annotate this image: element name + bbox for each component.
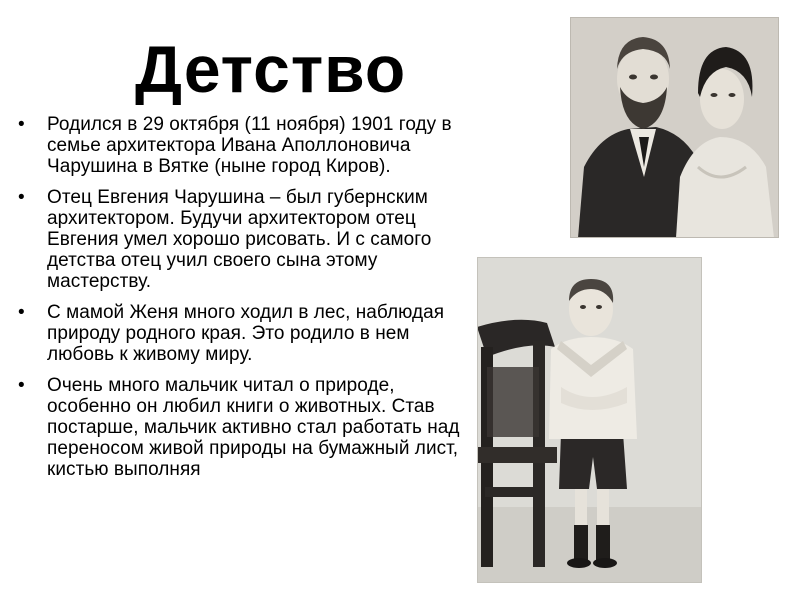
bullet-list	[18, 114, 466, 490]
bullet-text: Родился в 29 октября (11 ноября) 1901 году в семье архитектора Ивана Аполлоновича Чарушина в Вятке (ныне город Киров).	[47, 114, 452, 177]
child-photo	[477, 257, 702, 583]
bullet-marker: •	[18, 375, 25, 396]
bullet-marker: •	[18, 187, 25, 208]
parents-photo	[570, 17, 779, 238]
bullet-item	[18, 375, 466, 480]
bullet-item	[18, 114, 466, 177]
bullet-text: Очень много мальчик читал о природе, особенно он любил книги о животных. Став постарше, мальчик активно стал работать над переносом живой природы на бумажный лист, кистью выполняя	[47, 375, 460, 480]
bullet-marker: •	[18, 114, 25, 135]
bullet-text: Отец Евгения Чарушина – был губернским архитектором. Будучи архитектором отец Евгения умел хорошо рисовать. И с самого детства отец учил своего сына этому мастерству.	[47, 187, 432, 292]
bullet-marker: •	[18, 302, 25, 323]
child-photo-image	[477, 257, 702, 583]
bullet-item	[18, 187, 466, 292]
parents-photo-image	[570, 17, 779, 238]
bullet-text: С мамой Женя много ходил в лес, наблюдая природу родного края. Это родило в нем любовь к живому миру.	[47, 302, 445, 365]
bullet-item	[18, 302, 466, 365]
slide-title: Детство	[135, 32, 407, 106]
